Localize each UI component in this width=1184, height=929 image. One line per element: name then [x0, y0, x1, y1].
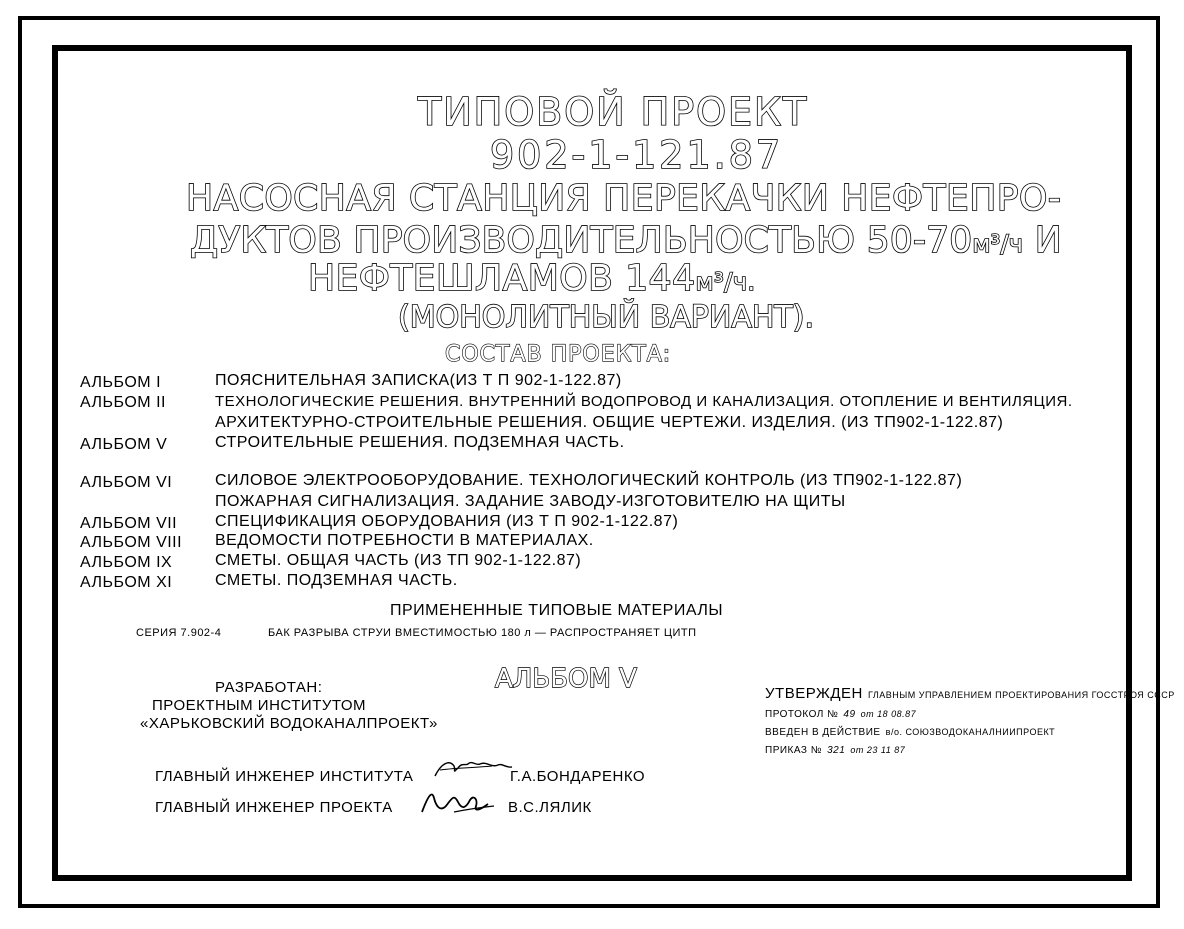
title-line-5-main: НЕФТЕШЛАМОВ 144	[308, 258, 696, 299]
title-line-5-unit: м³/ч.	[695, 268, 756, 296]
album-label: АЛЬБОМ VII	[80, 515, 178, 532]
album-label: АЛЬБОМ VI	[80, 474, 173, 491]
signature-name: Г.А.БОНДАРЕНКО	[510, 768, 646, 785]
materials-series: СЕРИЯ 7.902-4	[136, 627, 222, 639]
signature-role: ГЛАВНЫЙ ИНЖЕНЕР ПРОЕКТА	[155, 799, 393, 816]
album-label: АЛЬБОМ II	[80, 394, 166, 411]
album-label: АЛЬБОМ VIII	[80, 534, 183, 551]
album-label: АЛЬБОМ V	[80, 436, 168, 453]
album-line: СТРОИТЕЛЬНЫЕ РЕШЕНИЯ. ПОДЗЕМНАЯ ЧАСТЬ.	[215, 434, 625, 451]
order-label: ПРИКАЗ №	[765, 745, 822, 756]
signature-name: В.С.ЛЯЛИК	[508, 799, 592, 816]
signature-role: ГЛАВНЫЙ ИНЖЕНЕР ИНСТИТУТА	[155, 768, 414, 785]
album-mark: АЛЬБОМ V	[495, 664, 637, 694]
album-label: АЛЬБОМ XI	[80, 574, 173, 591]
developed-line-1: ПРОЕКТНЫМ ИНСТИТУТОМ	[152, 697, 367, 714]
enacted-label: ВВЕДЕН В ДЕЙСТВИЕ	[765, 727, 881, 738]
materials-heading: ПРИМЕНЕННЫЕ ТИПОВЫЕ МАТЕРИАЛЫ	[390, 602, 724, 619]
protocol-date: от 18 08.87	[860, 709, 917, 719]
order-date: от 23 11 87	[850, 745, 906, 755]
protocol-label: ПРОТОКОЛ №	[765, 709, 839, 720]
album-line: ТЕХНОЛОГИЧЕСКИЕ РЕШЕНИЯ. ВНУТРЕННИЙ ВОДОПРОВОД И КАНАЛИЗАЦИЯ. ОТОПЛЕНИЕ И ВЕНТИЛЯЦИЯ.	[215, 393, 1073, 410]
approved-by: ГЛАВНЫМ УПРАВЛЕНИЕМ ПРОЕКТИРОВАНИЯ ГОССТРОЯ СССР	[867, 690, 1175, 700]
protocol-line	[765, 702, 916, 721]
signature-mark	[432, 756, 514, 782]
developed-label: РАЗРАБОТАН:	[215, 679, 323, 696]
enacted-by: в/о. СОЮЗВОДОКАНАЛНИИПРОЕКТ	[885, 727, 1056, 737]
composition-heading: СОСТАВ ПРОЕКТА:	[445, 342, 672, 367]
protocol-number: 49	[843, 709, 856, 720]
album-line: ПОЖАРНАЯ СИГНАЛИЗАЦИЯ. ЗАДАНИЕ ЗАВОДУ-ИЗГОТОВИТЕЛЮ НА ЩИТЫ	[215, 493, 846, 510]
title-line-5	[308, 258, 756, 299]
album-line: СИЛОВОЕ ЭЛЕКТРООБОРУДОВАНИЕ. ТЕХНОЛОГИЧЕСКИЙ КОНТРОЛЬ (ИЗ ТП902-1-122.87)	[215, 472, 963, 489]
album-line: ПОЯСНИТЕЛЬНАЯ ЗАПИСКА(ИЗ Т П 902-1-122.87)	[215, 372, 622, 389]
album-label: АЛЬБОМ IX	[80, 554, 173, 571]
album-line: ВЕДОМОСТИ ПОТРЕБНОСТИ В МАТЕРИАЛАХ.	[215, 532, 594, 549]
materials-description: БАК РАЗРЫВА СТРУИ ВМЕСТИМОСТЬЮ 180 л — РАСПРОСТРАНЯЕТ ЦИТП	[268, 627, 697, 639]
title-line-4-end: И	[1023, 220, 1062, 261]
album-label: АЛЬБОМ I	[80, 374, 162, 391]
approved-line	[765, 683, 1175, 702]
title-project-number: 902-1-121.87	[490, 133, 784, 177]
title-line-4-main: ДУКТОВ ПРОИЗВОДИТЕЛЬНОСТЬЮ 50-70	[190, 220, 973, 261]
album-line: СМЕТЫ. ПОДЗЕМНАЯ ЧАСТЬ.	[215, 572, 458, 589]
album-line: АРХИТЕКТУРНО-СТРОИТЕЛЬНЫЕ РЕШЕНИЯ. ОБЩИЕ ЧЕРТЕЖИ. ИЗДЕЛИЯ. (ИЗ ТП902-1-122.87)	[215, 414, 1004, 431]
title-line-4	[190, 220, 1062, 261]
title-line-6: (МОНОЛИТНЫЙ ВАРИАНТ).	[398, 300, 814, 335]
album-line: СПЕЦИФИКАЦИЯ ОБОРУДОВАНИЯ (ИЗ Т П 902-1-122.87)	[215, 513, 679, 530]
approved-word: УТВЕРЖДЕН	[765, 685, 863, 702]
title-line-1: ТИПОВОЙ ПРОЕКТ	[418, 90, 809, 134]
enacted-line	[765, 720, 1055, 739]
developed-line-2: «ХАРЬКОВСКИЙ ВОДОКАНАЛПРОЕКТ»	[140, 715, 438, 732]
album-line: СМЕТЫ. ОБЩАЯ ЧАСТЬ (ИЗ ТП 902-1-122.87)	[215, 552, 582, 569]
order-line	[765, 738, 905, 757]
title-line-3: НАСОСНАЯ СТАНЦИЯ ПЕРЕКАЧКИ НЕФТЕПРО-	[186, 178, 1062, 219]
order-number: 321	[827, 745, 846, 756]
signature-mark	[418, 786, 498, 818]
title-line-4-unit: м³/ч	[972, 230, 1024, 258]
